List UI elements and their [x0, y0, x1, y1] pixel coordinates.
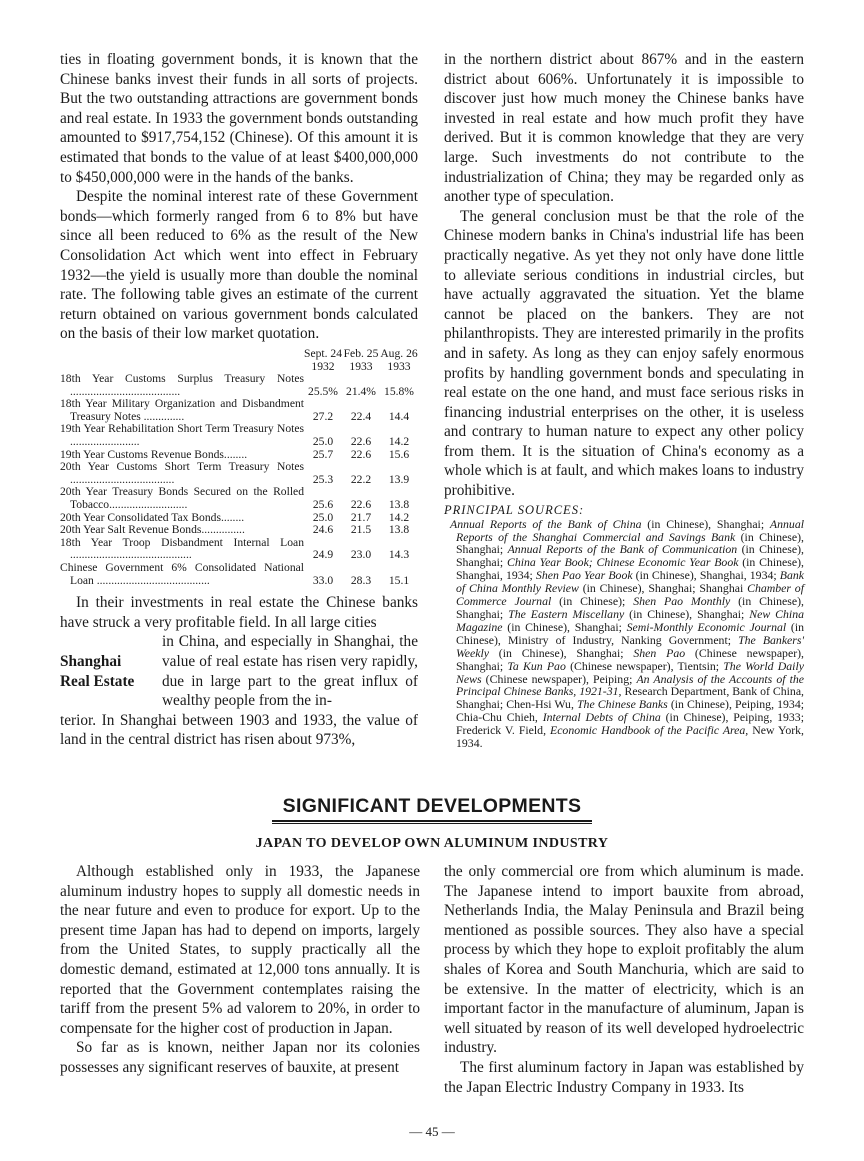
yield-value: 33.0	[312, 573, 334, 587]
paragraph: Although established only in 1933, the Japanese aluminum industry hopes to supply all domestic needs in the near future and even to produce for export. Up to the present time Japan has had to depend on imports, largely from the United States, to supply practically all the domestic demand, estimated at 12,000 tons annually. It is reported that the Government contemplates raising the tariff from the present 5% ad valorem to 20%, in order to compensate for the higher cost of production in Japan.	[60, 863, 420, 1037]
source-detail: (in Chinese), Shanghai, 1934;	[456, 555, 804, 583]
yield-value: 28.3	[350, 573, 372, 587]
column-header-text: Aug. 26	[380, 346, 418, 360]
yield-value: 21.5	[350, 523, 372, 537]
column-header	[380, 348, 418, 373]
table-row	[60, 398, 418, 423]
source-title: Shen Pao Monthly	[633, 594, 731, 609]
source-title: The World Daily News	[456, 658, 804, 686]
paragraph: in the northern district about 867% and in the eastern district about 606%. Unfortunately it is impossible to discover just how much money the Chinese banks have invested in real estate and how much profit they have derived. But it is common knowledge that they are very large. Such investments do not contribute to the industrialization of China; they may be regarded only as another type of speculation.	[444, 51, 804, 206]
column-header	[342, 348, 380, 373]
yield-value: 22.6	[350, 447, 372, 461]
paragraph: terior. In Shanghai between 1903 and 1933, the value of land in the central district has risen about 973%,	[60, 711, 418, 749]
source-title: New China Magazine	[456, 607, 804, 634]
source-title: The Chinese Banks	[577, 697, 668, 712]
yield-value: 14.2	[388, 510, 410, 524]
paragraph: in China, and especially in Shanghai, the value of real estate has risen very rapidly, due in large part to the great influx of wealthy people from the in-	[162, 633, 418, 710]
yield-value: 22.6	[350, 435, 372, 449]
source-title: The Bankers' Weekly	[456, 632, 804, 660]
source-title: Chamber of Commerce Journal	[456, 581, 804, 609]
article-right-column	[444, 862, 804, 1097]
paragraph: the only commercial ore from which aluminum is made. The Japanese intend to import bauxite from abroad, Netherlands India, the Malay Peninsula and Brazil being mentioned as possible sources. They also have a special process by which they hope to exploit profitably the alum shales of Korea and South Manchuria, which are said to be extensive. In the matter of electricity, which is an important factor in the manufacture of aluminum, Japan is well situated by reason of its well developed hydroelectric industry.	[444, 863, 804, 1057]
source-detail: (Chinese newspaper), Tientsin;	[565, 658, 724, 673]
yield-value: 13.8	[388, 498, 410, 512]
source-title: Internal Debts of China	[542, 710, 661, 725]
table-row	[60, 423, 418, 448]
source-detail: Research Department, Bank of China, Shanghai; Chen-Hsi Wu,	[456, 684, 805, 712]
source-detail: (in Chinese), Shanghai;	[456, 594, 804, 621]
bond-name: Chinese Government 6% Consolidated National Loan .......................................	[60, 561, 304, 587]
paragraph: So far as is known, neither Japan nor its colonies possesses any significant reserves of bauxite, at present	[60, 1039, 420, 1076]
source-detail: (in Chinese);	[551, 594, 634, 609]
source-title: The Eastern Miscellany	[508, 607, 625, 621]
side-heading-line: Real Estate	[60, 672, 135, 690]
paragraph: ties in floating government bonds, it is known that the Chinese banks invest their funds in all sorts of projects. But the two outstanding attractions are government bonds and real estate. In 1933 the government bonds outstanding amounted to $917,754,152 (Chinese). Of this amount it is estimated that bonds to the value of at least $400,000,000 to $450,000,000 were in the hands of the banks.	[60, 51, 418, 186]
source-title: Annual Reports of the Bank of Communication	[507, 542, 738, 557]
table-header	[60, 348, 418, 373]
table-row	[60, 524, 418, 537]
yield-value: 25.7	[312, 447, 334, 461]
source-detail: (in Chinese), Shanghai; Shanghai	[578, 581, 748, 596]
yield-value: 14.3	[388, 548, 410, 562]
yield-value: 23.0	[350, 548, 372, 562]
source-detail: (Chinese newspaper), Peiping;	[481, 671, 637, 686]
source-detail: (in Chinese), Shanghai;	[641, 516, 770, 531]
yield-value: 27.2	[312, 409, 334, 423]
sources-list	[444, 518, 804, 750]
bond-yield-table	[60, 348, 418, 587]
page-number: — 45 —	[409, 1124, 455, 1139]
side-heading-line: Shanghai	[60, 652, 122, 670]
sources-title: PRINCIPAL SOURCES:	[444, 502, 585, 517]
yield-value: 25.3	[312, 472, 334, 486]
yield-value: 14.2	[388, 435, 410, 449]
bond-name: 18th Year Customs Surplus Treasury Notes ......................................	[60, 372, 304, 398]
column-header-text: 1933	[349, 359, 373, 373]
yield-value: 15.8%	[384, 384, 414, 398]
source-title: An Analysis of the Accounts of the Principal Chinese Banks, 1921-31,	[456, 671, 804, 699]
source-detail: (in Chinese), Shanghai;	[456, 529, 804, 557]
paragraph: The first aluminum factory in Japan was established by the Japan Electric Industry Company in 1933. Its	[444, 1058, 804, 1096]
source-title: Semi-Monthly Economic Journal	[626, 619, 787, 634]
yield-value: 22.6	[350, 498, 372, 512]
table-body	[60, 373, 418, 587]
bond-name: 19th Year Customs Revenue Bonds........	[60, 447, 248, 461]
yield-value: 13.8	[388, 523, 410, 537]
yield-value: 13.9	[388, 472, 410, 486]
table-row	[60, 562, 418, 587]
yield-value: 21.4%	[346, 384, 376, 398]
source-detail: (in Chinese), Shanghai;	[502, 619, 627, 634]
column-header-text: Feb. 25	[343, 346, 379, 360]
left-column	[60, 50, 418, 750]
table-row	[60, 461, 418, 486]
bond-name: 20th Year Treasury Bonds Secured on the Rolled Tobacco...........................	[60, 485, 304, 512]
source-detail: (in Chinese), Shanghai, 1934;	[632, 568, 780, 583]
source-detail: (Chinese newspaper), Shanghai;	[456, 645, 804, 673]
right-column	[444, 50, 804, 750]
source-title: Ta Kun Pao	[507, 658, 566, 673]
section-title: SIGNIFICANT DEVELOPMENTS	[272, 795, 592, 822]
section-rule	[272, 823, 592, 824]
bond-name: 20th Year Salt Revenue Bonds...............	[60, 523, 245, 537]
source-detail: (in Chinese), Shanghai;	[624, 607, 750, 621]
bond-name: 20th Year Customs Short Term Treasury Notes ....................................	[60, 460, 304, 486]
bond-name: 18th Year Military Organization and Disbandment Treasury Notes ..............	[60, 397, 304, 423]
source-title: Shen Pao	[633, 645, 686, 660]
source-title: Economic Handbook of the Pacific Area,	[549, 723, 749, 738]
source-detail: (in Chinese), Shanghai;	[488, 645, 634, 660]
paragraph: The general conclusion must be that the role of the Chinese modern banks in China's industrial life has been practically negative. As yet they not only have done little to alleviate serious conditions in industrial circles, but have actually aggravated the situation. Yet the blame cannot be placed on the bankers. They are not philanthropists. They are interested primarily in the profits and in safety. As long as they can enjoy safely enormous profits by handling government bonds and speculating in real estate on the one hand, and must face serious risks in financing industrial enterprises on the other, it is useless and contrary to human nature to expect any other policy from them. It is the situation of China's economy as a whole which is at fault, and which makes loans to industry prohibitive.	[444, 207, 804, 500]
source-title: Bank of China Monthly Review	[456, 568, 804, 596]
source-title: Annual Reports of the Shanghai Commercial and Savings Bank	[456, 516, 804, 544]
source-title: Annual Reports of the Bank of China	[450, 516, 642, 531]
yield-value: 22.2	[350, 472, 372, 486]
source-title: Shen Pao Year Book	[535, 568, 633, 583]
yield-value: 25.6	[312, 498, 334, 512]
yield-value: 25.0	[312, 510, 334, 524]
column-header-text: 1932	[311, 359, 335, 373]
side-heading	[60, 632, 162, 710]
paragraph: In their investments in real estate the Chinese banks have struck a very profitable field. In all large cities	[60, 594, 418, 631]
column-header	[304, 348, 342, 373]
yield-value: 22.4	[350, 409, 372, 423]
yield-value: 24.6	[312, 523, 334, 537]
source-detail: (in Chinese), Peiping, 1933; Frederick V. Field,	[456, 710, 804, 738]
column-header-text: Sept. 24	[304, 346, 343, 360]
yield-value: 15.6	[388, 447, 410, 461]
column-header-text: 1933	[387, 359, 411, 373]
article-left-column	[60, 862, 420, 1078]
table-row	[60, 486, 418, 511]
yield-value: 14.4	[388, 409, 410, 423]
table-row	[60, 373, 418, 398]
yield-value: 25.5%	[308, 384, 338, 398]
source-detail: (in Chinese), Peiping, 1934; Chia-Chu Chieh,	[456, 697, 804, 725]
source-detail: (in Chinese), Shanghai;	[456, 542, 804, 570]
yield-value: 25.0	[312, 435, 334, 449]
source-detail: (in Chinese), Ministry of Industry, Nanking Government;	[456, 619, 804, 647]
paragraph: Despite the nominal interest rate of these Government bonds—which formerly ranged from 6 to 8% but have since all been reduced to 6% as the result of the New Consolidation Act which went into effect in February 1932—the yield is usually more than double the nominal rate. The following table gives an estimate of the current return obtained on various government bonds calculated on the basis of their low market quotation.	[60, 188, 418, 343]
yield-value: 21.7	[350, 510, 372, 524]
bond-name: 19th Year Rehabilitation Short Term Treasury Notes ........................	[60, 422, 304, 449]
side-heading-block	[60, 632, 418, 710]
source-detail: New York, 1934.	[456, 723, 805, 751]
yield-value: 15.1	[388, 573, 410, 587]
table-row	[60, 537, 418, 562]
bond-name: 20th Year Consolidated Tax Bonds........	[60, 510, 245, 524]
yield-value: 24.9	[312, 548, 334, 562]
source-title: China Year Book; Chinese Economic Year Book	[506, 555, 739, 570]
bond-name: 18th Year Troop Disbandment Internal Loan ..........................................	[60, 535, 304, 562]
article-title: JAPAN TO DEVELOP OWN ALUMINUM INDUSTRY	[255, 836, 609, 851]
